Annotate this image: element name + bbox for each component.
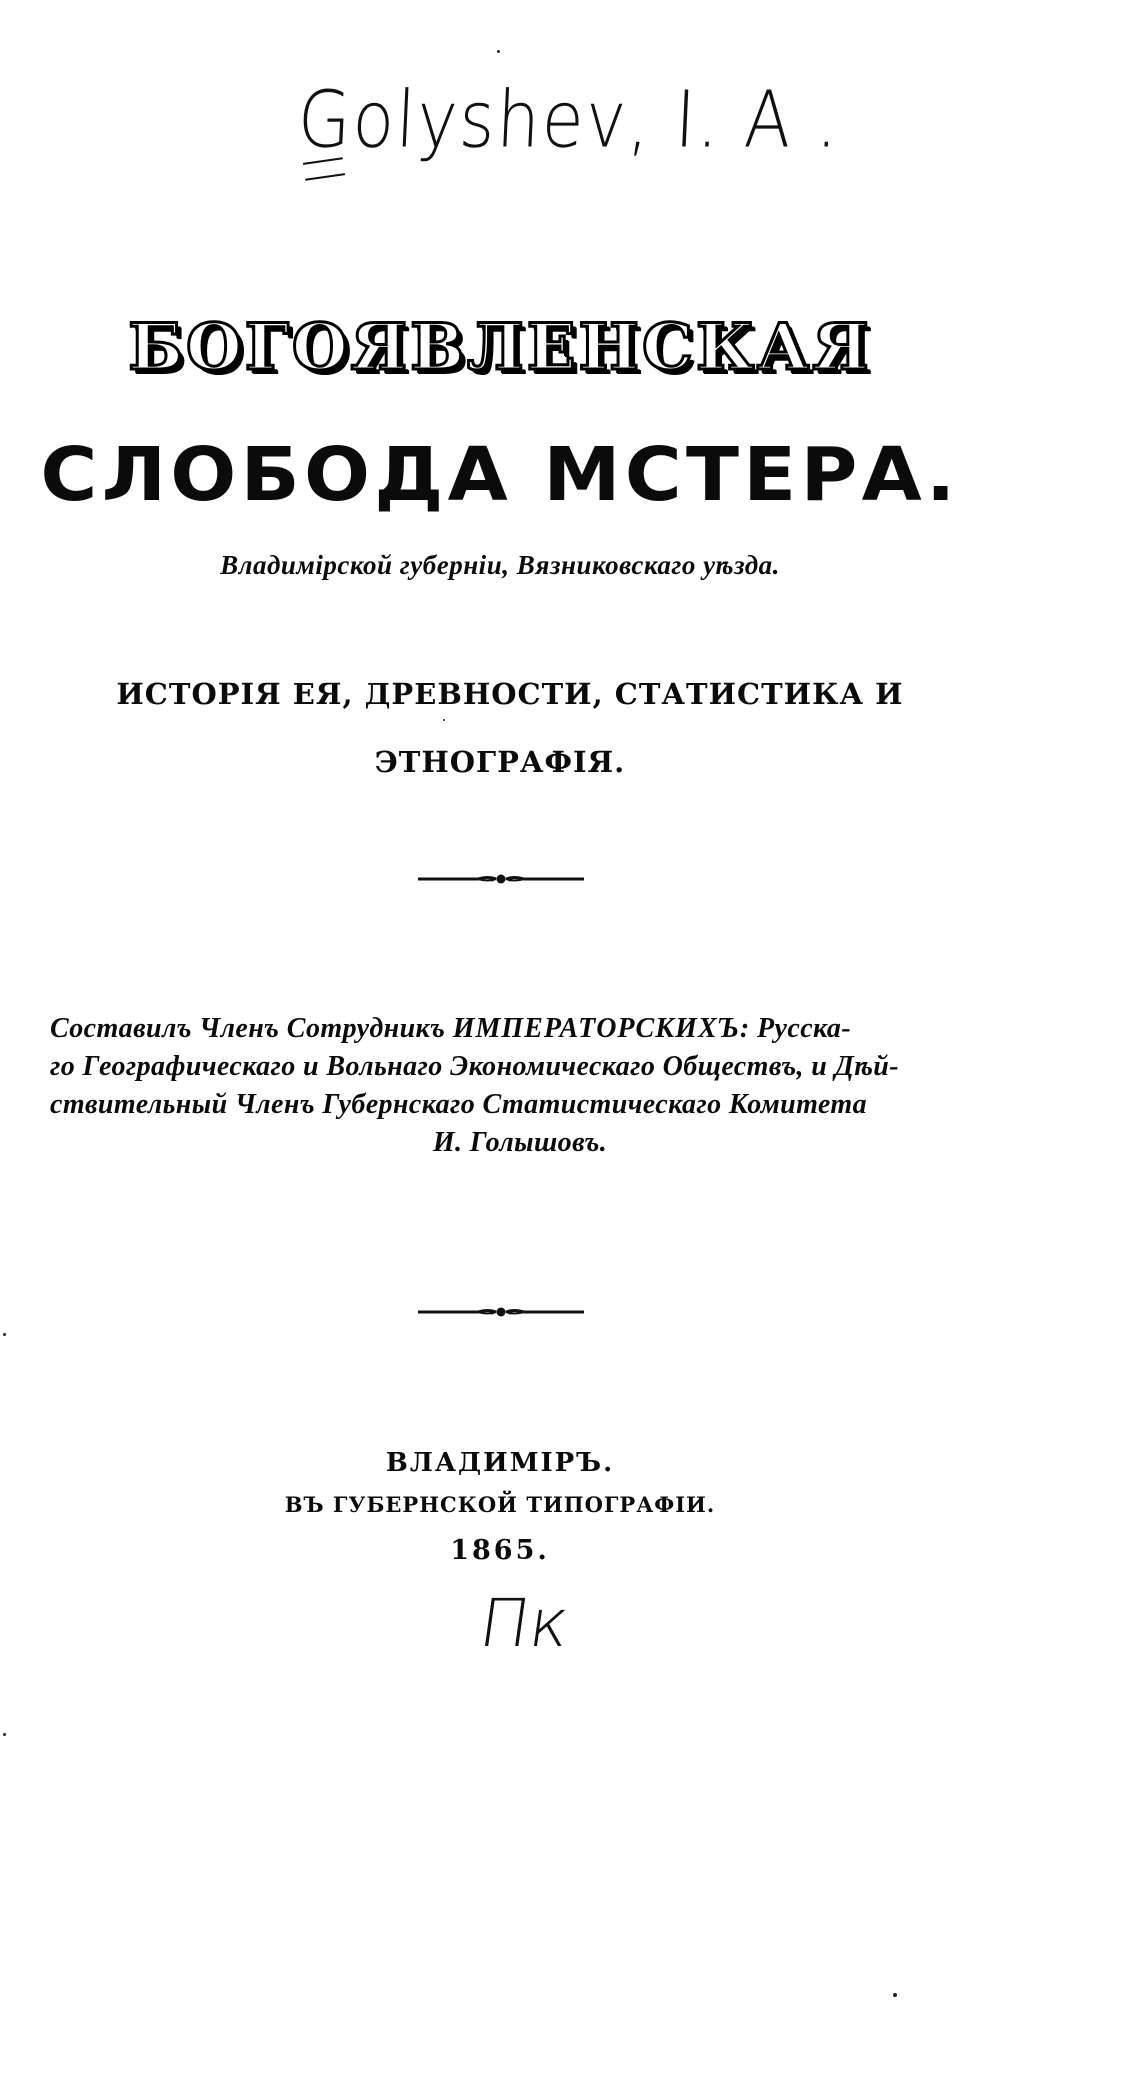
compiler-line-1-start: Составилъ Членъ Сотрудникъ: [50, 1013, 446, 1044]
ornament-rule-bottom: [418, 1305, 584, 1319]
imprint-year: 1865.: [450, 1535, 550, 1566]
subject-line-1: ИСТОРІЯ ЕЯ, ДРЕВНОСТИ, СТАТИСТИКА И: [116, 677, 904, 711]
paper-speck: [497, 50, 500, 53]
compiler-line-1: [50, 1010, 950, 1048]
compiler-statement: [50, 1010, 950, 1162]
title-line-1: БОГОЯВЛЕНСКАЯ: [128, 310, 872, 385]
paper-speck: [893, 1993, 897, 1997]
compiler-imperial-caps: ИМПЕРАТОРСКИХЪ: [452, 1013, 740, 1044]
title-line-2: СЛОБОДА МСТЕРА.: [40, 432, 960, 518]
subject-line-2: ЭТНОГРАФІЯ.: [374, 745, 626, 779]
paper-speck: [3, 1333, 6, 1336]
compiler-line-3: ствительный Членъ Губернскаго Статистическаго Комитета: [50, 1089, 867, 1120]
paper-speck: [3, 1733, 6, 1736]
compiler-author-name: И. Голышовъ.: [432, 1127, 608, 1158]
imprint-city: ВЛАДИМІРЪ.: [385, 1448, 615, 1478]
paper-speck: [443, 719, 445, 721]
subtitle-location: Владимірской губерніи, Вязниковскаго уѣзда.: [220, 550, 780, 580]
compiler-line-1-end: : Русска-: [739, 1013, 852, 1044]
subject-block: [110, 660, 910, 796]
imprint-press: ВЪ ГУБЕРНСКОЙ ТИПОГРАФІИ.: [284, 1492, 716, 1517]
compiler-line-2: го Географическаго и Вольнаго Экономическаго Обществъ, и Дѣй-: [50, 1051, 899, 1082]
ornament-rule-top: [418, 872, 584, 886]
handwritten-author-note: Golyshev, I. A .: [295, 75, 843, 166]
handwritten-shelfmark: Пк: [474, 1585, 575, 1662]
